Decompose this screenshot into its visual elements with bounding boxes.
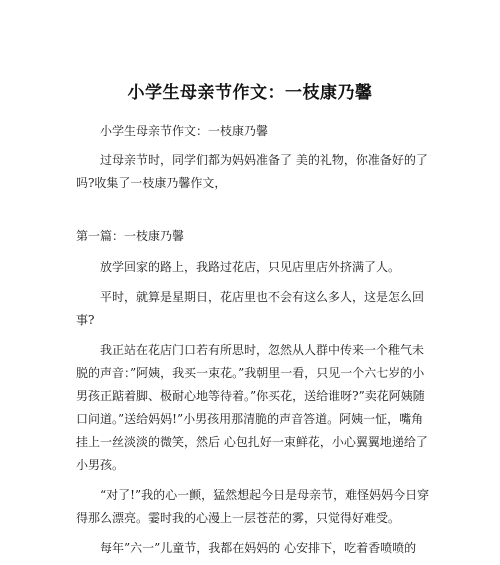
body-paragraph: 每年”六一”儿童节，我都在妈妈的 心安排下，吃着香喷喷的 (100, 541, 417, 555)
body-paragraph: 平时，就算是星期日，花店里也不会有这么多人，这是怎么回事? (76, 290, 425, 327)
article-body (76, 120, 432, 560)
body-paragraph: 放学回家的路上，我路过花店，只见店里店外挤满了人。 (100, 260, 401, 274)
page-title: 小学生母亲节作文：一枝康乃馨 (127, 83, 373, 103)
body-paragraph: 我正站在花店门口若有所思时，忽然从人群中传来一个稚气未脱的声音：”阿姨，我买一束花。”我朝里一看，只见一个六七岁的小男孩正踮着脚、极耐心地等待着。”你买花，送给谁呀?”卖花阿姨随口问道。”送给妈妈!”小男孩用那清脆的声音答道。阿姨一怔，嘴角挂上一丝淡淡的微笑，然后 心包扎好一束鲜花，小心翼翼地递给了小男孩。 (76, 343, 428, 472)
intro-paragraph: 过母亲节时，同学们都为妈妈准备了 美的礼物，你准备好的了吗?收集了一枝康乃馨作文， (76, 153, 428, 190)
section-heading: 第一篇：一枝康乃馨 (76, 229, 185, 243)
body-paragraph: “对了!”我的心一颤，猛然想起今日是母亲节，难怪妈妈今日穿得那么漂亮。霎时我的心漫上一层苍茫的雾，只觉得好难受。 (76, 488, 430, 525)
subtitle-paragraph: 小学生母亲节作文：一枝康乃馨 (100, 124, 269, 138)
